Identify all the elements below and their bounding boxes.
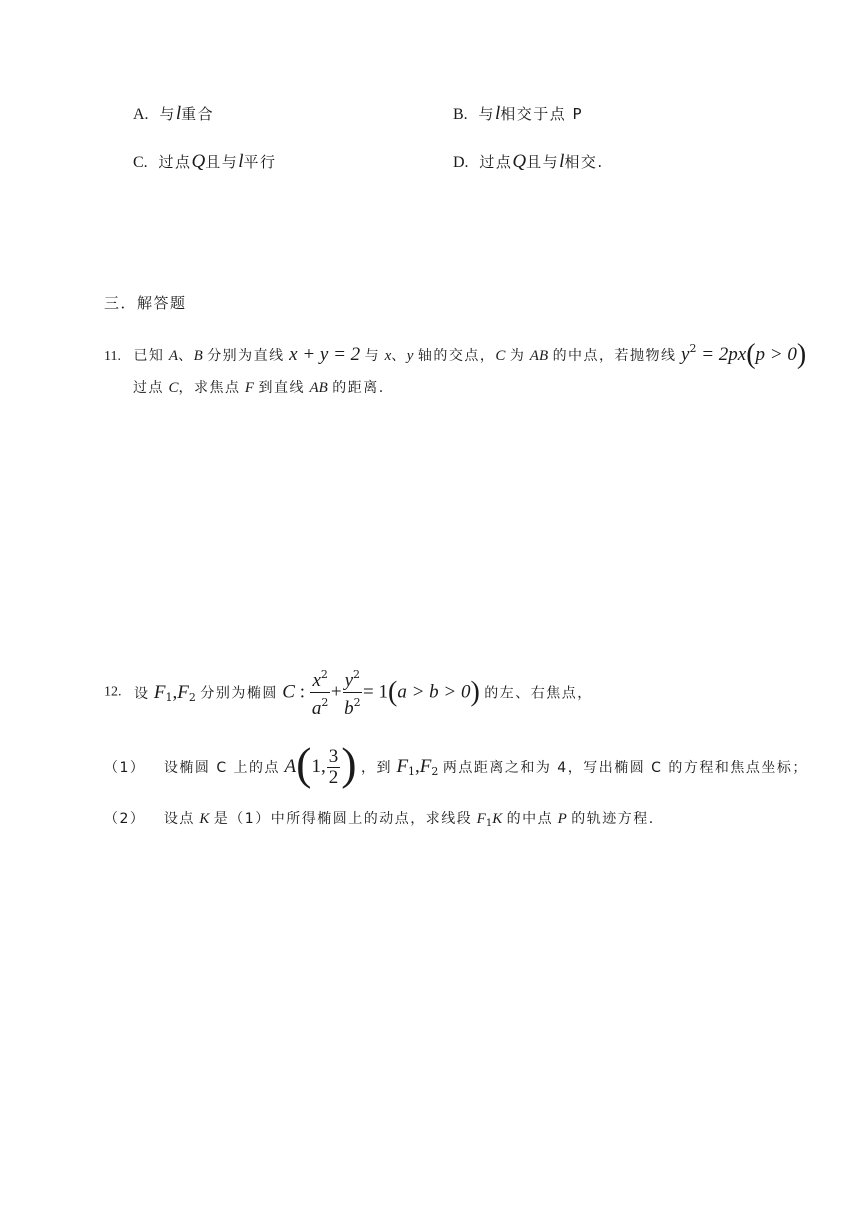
fraction-3-2: $\frac{3}{2}$ bbox=[328, 745, 339, 788]
option-a-letter: A. bbox=[133, 106, 149, 123]
section-title: 三．解答题 bbox=[104, 294, 187, 312]
fraction-x2-a2: $\frac{x^2}{a^2}$ bbox=[310, 665, 329, 720]
option-c: C. 过点Q且与l平行 bbox=[133, 151, 277, 172]
question-11-line-2: 过点 C，求焦点 F 到直线 AB 的距离. bbox=[133, 380, 385, 396]
fraction-y2-b2: $\frac{y^2}{b^2}$ bbox=[343, 665, 362, 720]
option-c-letter: C. bbox=[133, 154, 148, 171]
question-12-line-1: 12. 设 $F_1,F_2$ 分别为椭圆 C : $\frac{x^2}{a^2}$ + $\frac{y^2}{b^2}$ = 1(a > b > 0) 的左、右焦点， bbox=[104, 665, 593, 720]
option-d: D. 过点Q且与l相交. bbox=[453, 151, 604, 172]
part-1-label: （1） bbox=[104, 760, 146, 776]
question-12-part-2: （2） 设点 K 是（1）中所得椭圆上的动点，求线段 $F_1K$ 的中点 P 的轨迹方程. bbox=[104, 811, 655, 829]
option-b-letter: B. bbox=[453, 106, 468, 123]
question-11-line-1: 11. 已知 A、B 分别为直线 x + y = 2 与 x、y 轴的交点，C 为 AB 的中点，若抛物线 $y^2 = 2px(p > 0)$ bbox=[104, 339, 807, 370]
part-2-label: （2） bbox=[104, 811, 146, 827]
question-11-number: 11. bbox=[104, 349, 121, 364]
option-d-letter: D. bbox=[453, 154, 469, 171]
question-12-part-1: （1） 设椭圆 C 上的点 A(1, $\frac{3}{2}$ ) ，到 $F_1,F_2$ 两点距离之和为 4，写出椭圆 C 的方程和焦点坐标； bbox=[104, 738, 808, 789]
question-12-number: 12. bbox=[104, 684, 122, 700]
option-a: A. 与l重合 bbox=[133, 103, 215, 124]
option-b: B. 与l相交于点 P bbox=[453, 103, 584, 124]
